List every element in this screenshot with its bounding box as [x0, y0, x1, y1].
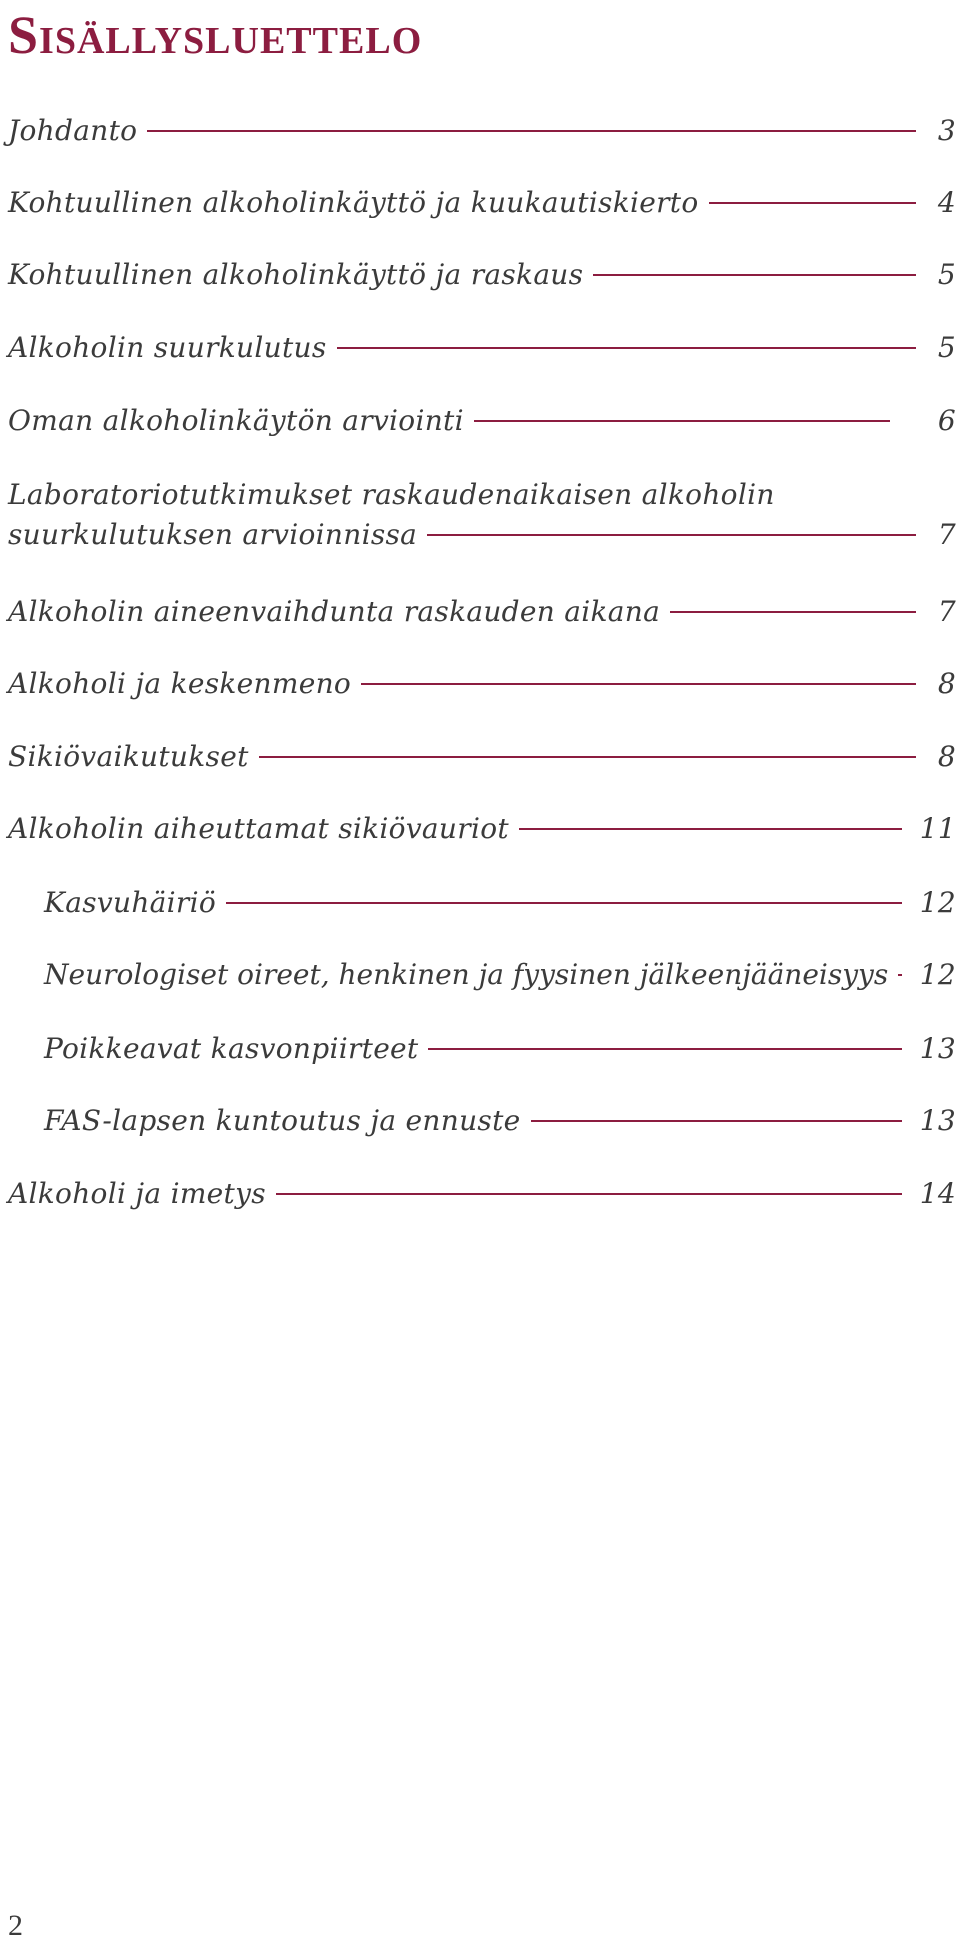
leader-line: [531, 1120, 903, 1122]
toc-entry-page: 13: [919, 1104, 956, 1137]
toc-entry-page: 6: [937, 404, 956, 437]
toc-entry-title: Alkoholin suurkulutus: [8, 331, 327, 364]
toc-entry-page: 7: [937, 518, 956, 551]
toc-entry-suurkulutus[interactable]: [8, 330, 956, 366]
leader-line: [709, 202, 917, 204]
toc-entry-title: Sikiövaikutukset: [8, 740, 249, 773]
leader-line: [226, 902, 902, 904]
toc-entry-title: Kohtuullinen alkoholinkäyttö ja kuukautiskierto: [8, 186, 699, 219]
toc-entry-neurologiset-oireet[interactable]: [44, 957, 956, 993]
leader-line: [147, 130, 916, 132]
leader-line: [361, 683, 916, 685]
toc-entry-page: 8: [937, 667, 956, 700]
toc-entry-johdanto[interactable]: [8, 113, 956, 149]
toc-entry-page: 12: [919, 958, 956, 991]
toc-entry-kasvonpiirteet[interactable]: [44, 1031, 956, 1067]
leader-line: [474, 420, 890, 422]
toc-entry-page: 5: [937, 331, 956, 364]
toc-entry-title-line2: suurkulutuksen arvioinnissa: [8, 518, 418, 551]
toc-entry-raskaus[interactable]: [8, 257, 956, 293]
toc-entry-page: 13: [919, 1032, 956, 1065]
leader-line: [276, 1193, 902, 1195]
toc-entry-page: 4: [937, 186, 956, 219]
toc-entry-kuntoutus[interactable]: [44, 1103, 956, 1139]
toc-entry-aineenvaihdunta[interactable]: [8, 594, 956, 630]
leader-line: [670, 611, 916, 613]
page-number: 2: [8, 1909, 23, 1942]
toc-entry-title: Neurologiset oireet, henkinen ja fyysinen jälkeenjääneisyys: [44, 958, 889, 991]
toc-entry-title: Alkoholin aiheuttamat sikiövauriot: [8, 812, 509, 845]
toc-entry-sikiovauriot[interactable]: [8, 811, 956, 847]
toc-entry-page: 7: [937, 595, 956, 628]
toc-entry-sikiovaikutukset[interactable]: [8, 739, 956, 775]
toc-entry-title: Kohtuullinen alkoholinkäyttö ja raskaus: [8, 258, 584, 291]
toc-entry-title: Alkoholi ja imetys: [8, 1177, 266, 1210]
page-title: Sisällysluettelo: [8, 5, 423, 65]
leader-line: [427, 534, 916, 536]
leader-line: [898, 974, 902, 976]
toc-entry-page: 5: [937, 258, 956, 291]
toc-entry-title: Oman alkoholinkäytön arviointi: [8, 404, 464, 437]
leader-line: [337, 347, 917, 349]
leader-line: [428, 1048, 902, 1050]
toc-entry-kasvuhairio[interactable]: [44, 885, 956, 921]
toc-entry-title: FAS-lapsen kuntoutus ja ennuste: [44, 1104, 521, 1137]
leader-line: [593, 274, 916, 276]
toc-entry-title: Johdanto: [8, 114, 138, 147]
leader-line: [519, 828, 902, 830]
toc-entry-title: Alkoholi ja keskenmeno: [8, 667, 352, 700]
toc-entry-imetys[interactable]: [8, 1176, 956, 1212]
toc-entry-keskenmeno[interactable]: [8, 666, 956, 702]
toc-entry-page: 12: [919, 886, 956, 919]
leader-line: [259, 756, 916, 758]
toc-entry-kuukautiskierto[interactable]: [8, 185, 956, 221]
toc-entry-title: Poikkeavat kasvonpiirteet: [44, 1032, 419, 1065]
toc-entry-page: 8: [937, 740, 956, 773]
toc-entry-page: 3: [937, 114, 956, 147]
toc-entry-title-line1: Laboratoriotutkimukset raskaudenaikaisen alkoholin: [8, 478, 775, 511]
toc-entry-page: 11: [919, 812, 956, 845]
toc-entry-laboratoriotutkimukset[interactable]: [8, 477, 956, 553]
toc-entry-page: 14: [919, 1177, 956, 1210]
toc-entry-arviointi[interactable]: [8, 403, 956, 439]
toc-entry-title: Kasvuhäiriö: [44, 886, 217, 919]
toc-entry-title: Alkoholin aineenvaihdunta raskauden aikana: [8, 595, 661, 628]
